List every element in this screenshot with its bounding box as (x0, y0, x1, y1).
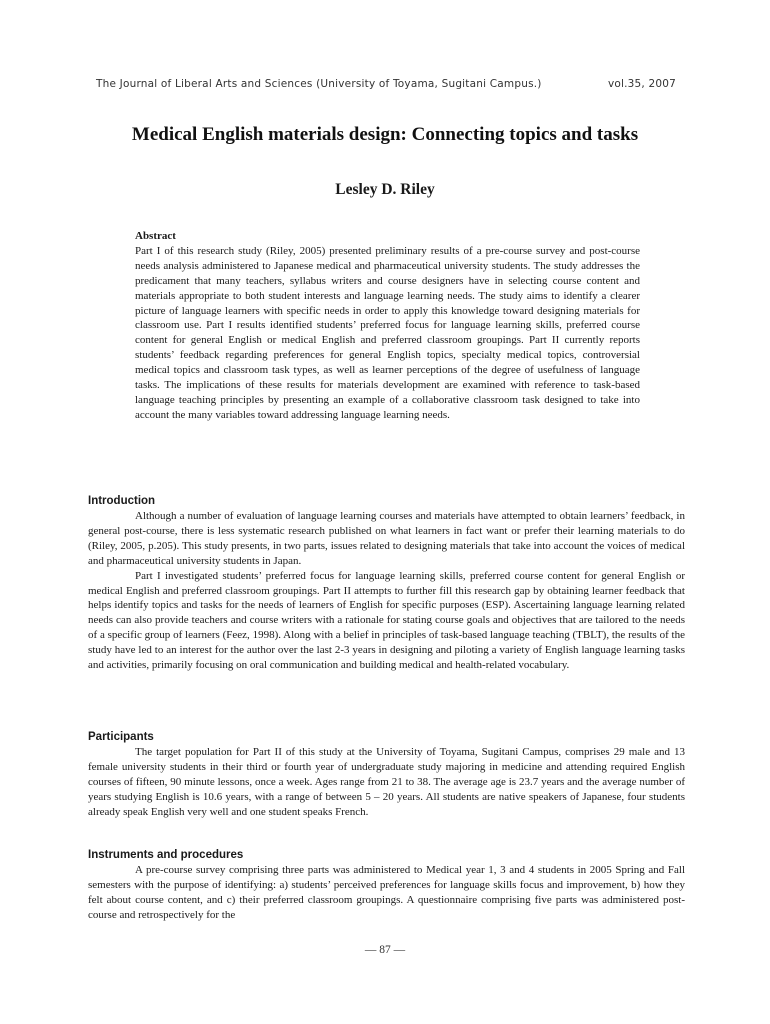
instruments-heading: Instruments and procedures (88, 849, 244, 861)
participants-heading: Participants (88, 731, 154, 743)
abstract-text: Part I of this research study (Riley, 2005) presented preliminary results of a pre-course survey and post-course needs analysis administered to Japanese medical and pharmaceutical university students. The study addresses the predicament that many teachers, syllabus writers and course designers have in selecting course content and materials appropriate to both student interests and language learning needs. The study aims to identify a clearer picture of language learners with specific needs in order to apply this knowledge toward designing materials for classroom use. Part I results identified students’ preferred focus for language learning skills, preferred course content for general English or medical English and preferred classroom groupings. Part II currently reports students’ feedback regarding preferences for general English topics, specialty medical topics, controversial medical topics and classroom task types, as well as learner perceptions of the degree of usefulness of language tasks. The implications of these results for materials development are examined with reference to task-based language teaching principles by presenting an example of a collaborative classroom task designed to take into account the many variables toward addressing language learning needs. (135, 244, 640, 421)
introduction-paragraph-2: Part I investigated students’ preferred focus for language learning skills, preferred course content for general English or medical English and preferred classroom groupings. Part II attempts to further fill this research gap by obtaining learner feedback that helps identify topics and tasks for the needs of learners of English for specific purposes (ESP). Ascertaining language learning related needs can also provide teachers and course writers with a rationale for stating course goals and objectives that are tailored to the needs of a specific group of learners (Feez, 1998). Along with a belief in principles of task-based language teaching (TBLT), the results of the study have led to an interest for the author over the last 2-3 years in designing and piloting a variety of English language learning tasks and activities, primarily focusing on oral communication and building medical and health-related vocabulary. (88, 569, 685, 672)
paper-title: Medical English materials design: Connecting topics and tasks (131, 124, 639, 145)
introduction-paragraph-1: Although a number of evaluation of language learning courses and materials have attempted to obtain learners’ feedback, in general post-course, there is less systematic research published on what learners in fact want or prefer their learning materials to do (Riley, 2005, p.205). This study presents, in two parts, issues related to designing materials that take into account the voices of medical and pharmaceutical university students in Japan. (88, 510, 685, 567)
volume-info: vol.35, 2007 (607, 78, 676, 90)
abstract-heading: Abstract (135, 230, 176, 242)
section-instruments (88, 848, 685, 923)
paper-author: Lesley D. Riley (335, 181, 435, 198)
page-number: — 87 — (364, 944, 406, 956)
instruments-paragraph-1: A pre-course survey comprising three parts was administered to Medical year 1, 3 and 4 students in 2005 Spring and Fall semesters with the purpose of identifying: a) students’ perceived preferences for language skills focus and improvement, b) how they felt about course content, and c) their preferred classroom groupings. A questionnaire comprising five parts was administered post-course and retrospectively for the (88, 864, 685, 921)
introduction-heading: Introduction (88, 495, 156, 507)
abstract (135, 229, 640, 423)
journal-name: The Journal of Liberal Arts and Sciences (University of Toyama, Sugitani Campus.) (96, 78, 542, 90)
section-participants (88, 730, 685, 820)
participants-paragraph-1: The target population for Part II of this study at the University of Toyama, Sugitani Campus, comprises 29 male and 13 female university students in their third or fourth year of undergraduate study majoring in medicine and attending required English courses of fifteen, 90 minute lessons, once a week. Ages range from 21 to 38. The average age is 23.7 years and the average number of years studying English is 10.6 years, with a range of between 5 – 20 years. All students are native speakers of Japanese, four students already speak English very well and one student speaks French. (88, 746, 685, 818)
running-header (96, 78, 676, 90)
section-introduction (88, 494, 685, 673)
